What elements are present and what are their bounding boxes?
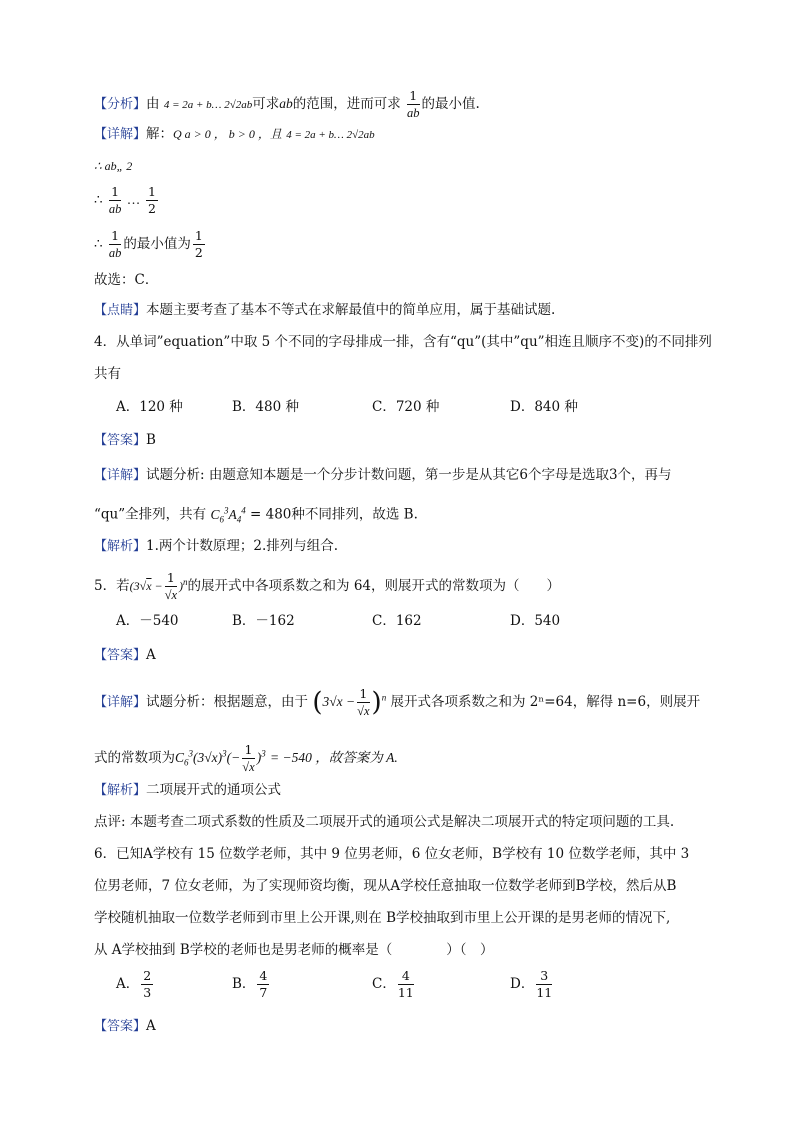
option-d: D． $\frac{3}{11}$ bbox=[510, 968, 553, 1000]
answer-line: 【答案】A bbox=[94, 1018, 156, 1034]
question-4-line: 共有 bbox=[94, 366, 121, 382]
option-a: A．－540 bbox=[116, 613, 179, 629]
option-c: C．162 bbox=[372, 613, 422, 629]
question-4-line: 4．从单词”equation”中取 5 个不同的字母排成一排，含有“qu”(其中”qu”相连且顺序不变)的不同排列 bbox=[94, 334, 712, 350]
inequality: 4 = 2a + b… 2√2ab bbox=[163, 99, 253, 111]
expression: (3√x − bbox=[129, 579, 163, 593]
option-c: C．720 种 bbox=[372, 399, 440, 415]
comment-line: 点评: 本题考查二项式系数的性质及二项展开式的通项公式是解决二项展开式的特定项问题的工具. bbox=[94, 814, 675, 830]
explain-line: 【解析】1.两个计数原理；2.排列与组合. bbox=[94, 538, 339, 554]
explain-line: 【解析】二项展开式的通项公式 bbox=[94, 782, 282, 798]
question-5-line: 5．若(3√x − $\frac{1}{√x}$ )$^n$的展开式中各项系数之和为 64，则展开式的常数项为（ ） bbox=[94, 570, 561, 602]
detail-line: “qu”全排列，共有 $C_6^3A_4^4 = 480$种不同排列，故选 B. bbox=[94, 505, 418, 525]
detail-tag: 【详解】 bbox=[94, 127, 147, 142]
option-b: B．480 种 bbox=[232, 399, 299, 415]
question-6-line: 位男老师，7 位女老师，为了实现师资均衡，现从A学校任意抽取一位数学老师到B学校，然后从B bbox=[94, 878, 677, 894]
detail-line: 【详解】试题分析：根据题意，由于 (3√x − $\frac{1}{√x}$ )$^n$ 展开式各项系数之和为 2ⁿ=64，解得 n=6，则展开 bbox=[94, 686, 701, 718]
formula: $C_6^3(3√x)^3(-$ bbox=[175, 748, 241, 768]
option-d: D．540 bbox=[510, 613, 561, 629]
analysis-tag: 【分析】 bbox=[94, 97, 147, 112]
step-line: ∴ ab„ 2 bbox=[94, 159, 133, 173]
option-b: B． $\frac{4}{7}$ bbox=[232, 968, 268, 1000]
detail-line: 【详解】试题分析: 由题意知本题是一个分步计数问题，第一步是从其它6个字母是选取3个，再与 bbox=[94, 467, 672, 483]
step-line: ∴ $\frac{1}{ab}$ … $\frac{1}{2}$ bbox=[94, 184, 156, 216]
choice-line: 故选：C． bbox=[94, 272, 159, 288]
comment-line: 【点睛】本题主要考查了基本不等式在求解最值中的简单应用，属于基础试题. bbox=[94, 302, 556, 318]
answer-line: 【答案】A bbox=[94, 647, 156, 663]
option-a: A． $\frac{2}{3}$ bbox=[116, 968, 152, 1000]
option-d: D．840 种 bbox=[510, 399, 578, 415]
option-b: B．－162 bbox=[232, 613, 295, 629]
answer-line: 【答案】B bbox=[94, 432, 156, 448]
step-line: ∴ $\frac{1}{ab}$ 的最小值为 $\frac{1}{2}$ bbox=[94, 228, 203, 260]
formula: $C_6^3A_4^4$ bbox=[210, 505, 246, 525]
question-6-line: 从 A学校抽到 B学校的老师也是男老师的概率是（ ）（ ） bbox=[94, 942, 494, 958]
detail-line: 式的常数项为$C_6^3(3√x)^3(-$ $\frac{1}{√x}$ )$^3$ = −540 ，故答案为 A. bbox=[94, 742, 398, 774]
fraction: $\frac{1}{ab}$ bbox=[407, 88, 420, 120]
question-6-line: 6．已知A学校有 15 位数学老师，其中 9 位男老师，6 位女老师，B学校有 10 位数学老师，其中 3 bbox=[94, 846, 690, 862]
option-c: C． $\frac{4}{11}$ bbox=[372, 968, 414, 1000]
detail-line: 【详解】解：Q a > 0 ， b > 0 ，且 4 = 2a + b… 2√2ab bbox=[94, 126, 375, 142]
option-a: A．120 种 bbox=[116, 399, 183, 415]
analysis-line: 【分析】由 4 = 2a + b… 2√2ab可求ab的范围，进而可求 $\frac{1}{ab}$ 的最小值. bbox=[94, 88, 480, 120]
question-6-line: 学校随机抽取一位数学老师到市里上公开课,则在 B学校抽取到市里上公开课的是男老师的情况下, bbox=[94, 910, 671, 926]
